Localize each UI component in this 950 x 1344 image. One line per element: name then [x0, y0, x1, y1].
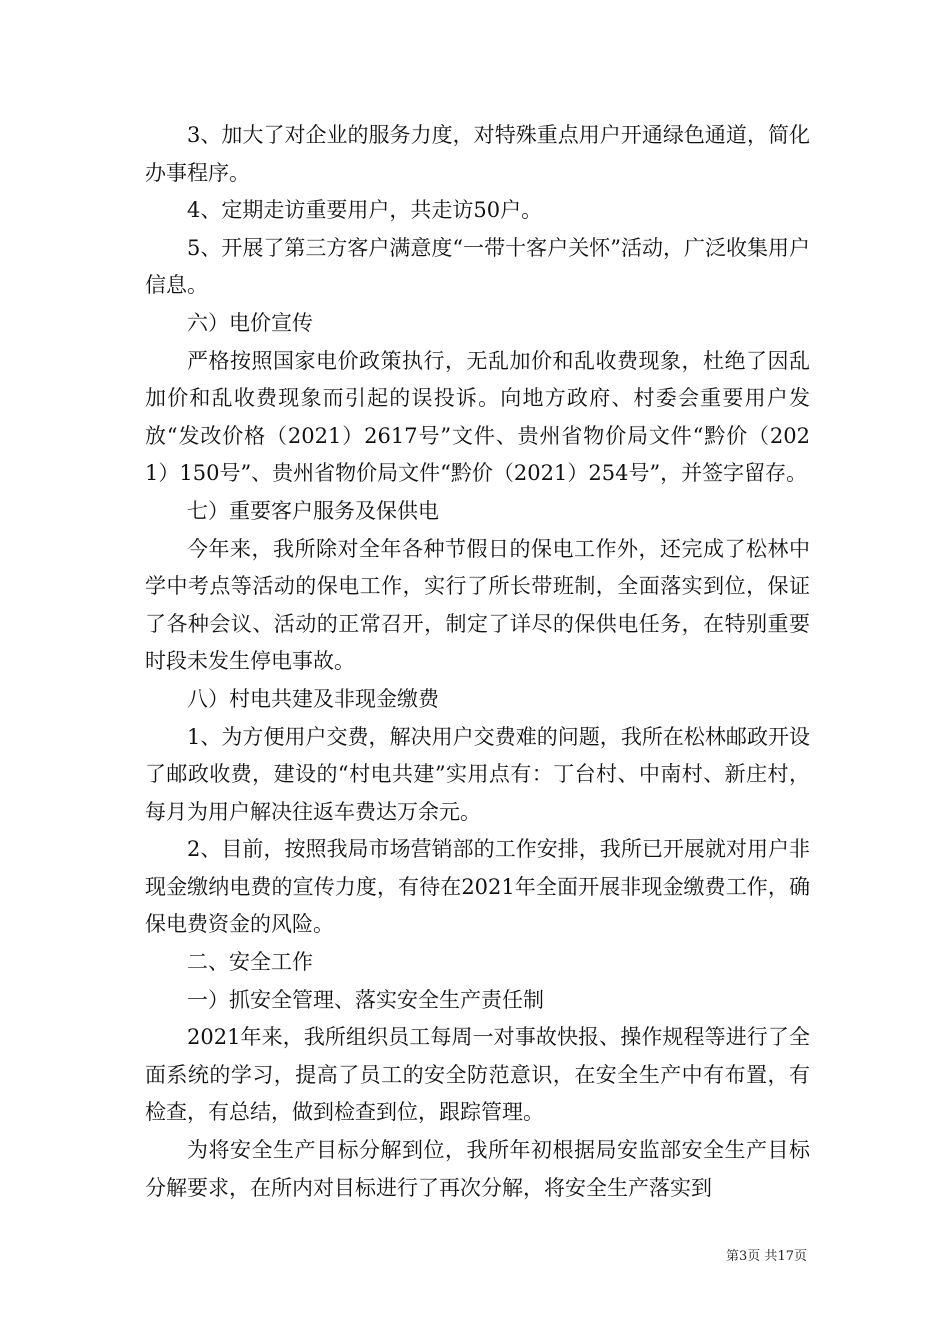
section-heading-price-publicity: 六）电价宣传: [187, 310, 313, 335]
chapter-heading-safety-work: 二、安全工作: [187, 950, 313, 975]
paragraph-safety-study: 2021年来，我所组织员工每周一对事故快报、操作规程等进行了全面系统的学习，提高了员工的安全防范意识，在安全生产中有布置，有检查，有总结，做到检查到位，跟踪管理。: [145, 1025, 810, 1125]
paragraph-cooperation-item-2: 2、目前，按照我局市场营销部的工作安排，我所已开展就对用户非现金缴纳电费的宣传力度，有待在2021年全面开展非现金缴费工作，确保电费资金的风险。: [145, 837, 810, 937]
paragraph-safety-targets: 为将安全生产目标分解到位，我所年初根据局安监部安全生产目标分解要求，在所内对目标进行了再次分解，将安全生产落实到: [145, 1138, 810, 1200]
footer-middle: 页 共: [747, 1249, 778, 1264]
page-number-footer: [726, 1245, 807, 1264]
paragraph-cooperation-item-1: 1、为方便用户交费，解决用户交费难的问题，我所在松林邮政开设了邮政收费，建设的“村电共建”实用点有：丁台村、中南村、新庄村，每月为用户解决往返车费达万余元。: [145, 724, 810, 824]
section-heading-key-customer: 七）重要客户服务及保供电: [187, 498, 439, 523]
paragraph-price-policy: 严格按照国家电价政策执行，无乱加价和乱收费现象，杜绝了因乱加价和乱收费现象而引起的误投诉。向地方政府、村委会重要用户发放“发改价格（2021）2617号”文件、贵州省物价局文件“黔价（2021）150号”、贵州省物价局文件“黔价（2021）254号”，并签字留存。: [145, 348, 810, 486]
paragraph-service-item-4: 4、定期走访重要用户，共走访50户。: [187, 198, 543, 223]
footer-total-pages: 17: [777, 1249, 794, 1264]
footer-current-page: 3: [739, 1249, 748, 1264]
document-body: [145, 117, 810, 1207]
paragraph-power-supply-guarantee: 今年来，我所除对全年各种节假日的保电工作外，还完成了松林中学中考点等活动的保电工作，实行了所长带班制，全面落实到位，保证了各种会议、活动的正常召开，制定了详尽的保供电任务，在特别重要时段未发生停电事故。: [145, 536, 810, 674]
section-heading-safety-management: 一）抓安全管理、落实安全生产责任制: [187, 987, 544, 1012]
paragraph-service-item-5: 5、开展了第三方客户满意度“一带十客户关怀”活动，广泛收集用户信息。: [145, 235, 810, 298]
footer-prefix: 第: [726, 1249, 740, 1264]
footer-suffix: 页: [793, 1249, 807, 1264]
paragraph-service-item-3: 3、加大了对企业的服务力度，对特殊重点用户开通绿色通道，简化办事程序。: [145, 123, 810, 185]
section-heading-village-cooperation: 八）村电共建及非现金缴费: [187, 686, 439, 711]
